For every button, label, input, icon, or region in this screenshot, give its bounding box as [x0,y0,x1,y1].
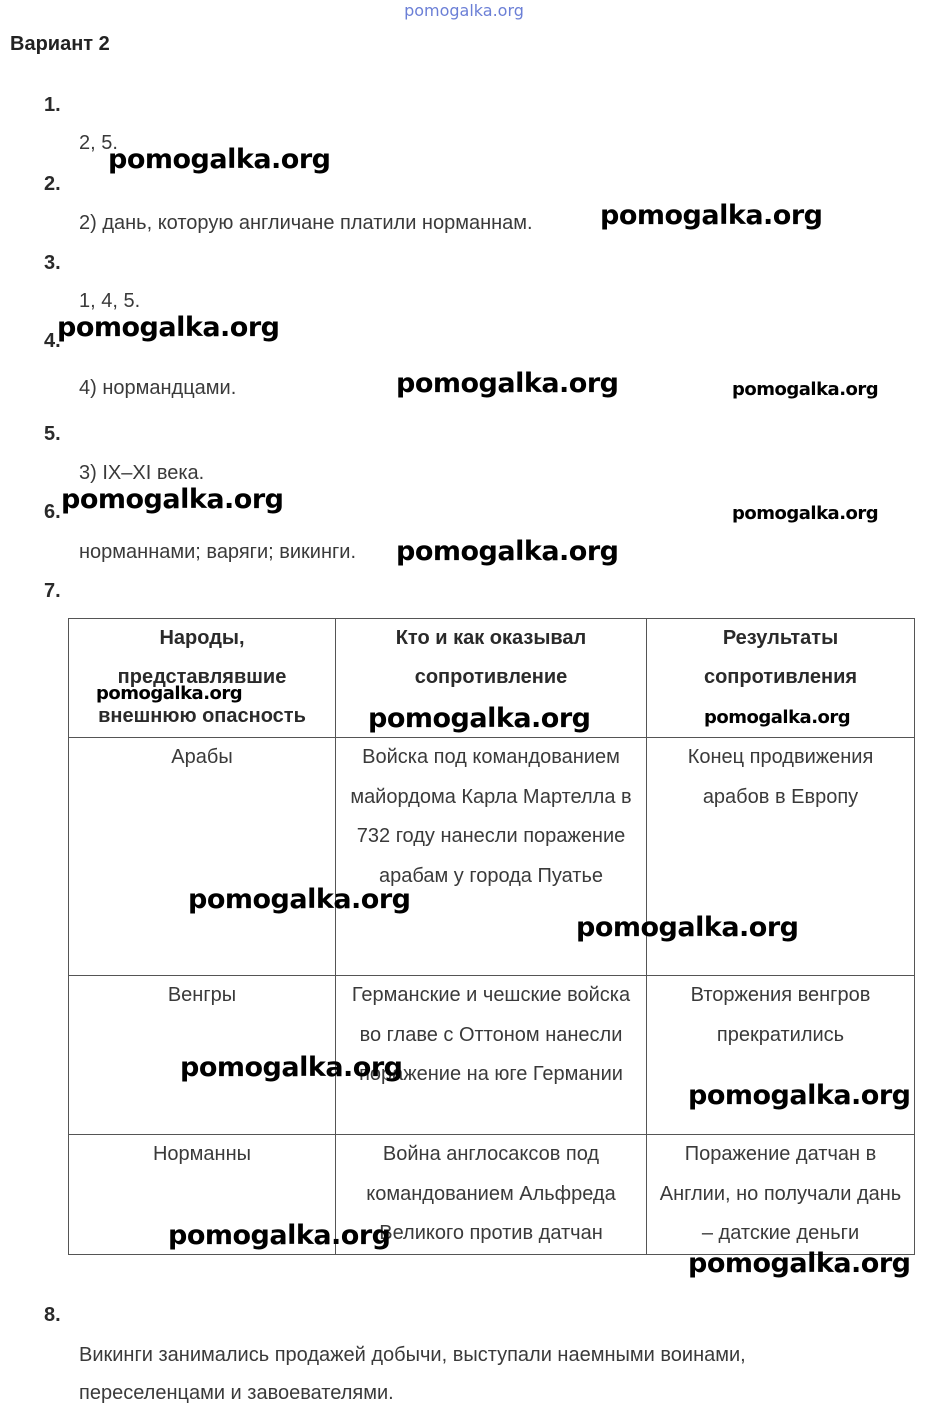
question-number-5: 5. [44,423,61,445]
answer-1: 2, 5. [79,132,118,154]
answer-8: Викинги занимались продажей добычи, выступали наемными воинами, переселенцами и завоевателями. [79,1344,746,1404]
question-number-8: 8. [44,1304,61,1326]
page-title: Вариант 2 [10,33,110,55]
question-number-6: 6. [44,501,61,523]
watermark: pomogalka.org [688,1080,911,1111]
header-resistance: Кто и как оказывал сопротивление [336,619,647,738]
cell-people: Норманны [69,1135,336,1255]
cell-result: Вторжения венгров прекратились [647,976,915,1135]
answer-2: 2) дань, которую англичане платили норманнам. [79,212,533,234]
watermark: pomogalka.org [57,312,280,343]
header-results: Результаты сопротивления [647,619,915,738]
question-number-2: 2. [44,173,61,195]
watermark: pomogalka.org [576,912,799,943]
watermark: pomogalka.org [704,707,851,728]
question-number-1: 1. [44,94,61,116]
cell-result: Поражение датчан в Англии, но получали дань – датские деньги [647,1135,915,1255]
watermark: pomogalka.org [96,683,243,704]
watermark: pomogalka.org [600,200,823,231]
watermark: pomogalka.org [396,536,619,567]
cell-resistance: Войска под командованием майордома Карла Мартелла в 732 году нанесли поражение арабам у города Пуатье [336,738,647,976]
watermark: pomogalka.org [168,1220,391,1251]
question-number-7: 7. [44,580,61,602]
watermark: pomogalka.org [732,503,879,524]
watermark: pomogalka.org [188,884,411,915]
header-peoples: Народы, представлявшие внешнюю опасность [69,619,336,738]
watermark: pomogalka.org [61,484,284,515]
answer-4: 4) нормандцами. [79,377,237,399]
answer-3: 1, 4, 5. [79,290,141,312]
answer-5: 3) IX–XI века. [79,462,205,484]
cell-result: Конец продвижения арабов в Европу [647,738,915,976]
watermark: pomogalka.org [180,1052,403,1083]
cell-resistance: Война англосаксов под командованием Альфреда Великого против датчан [336,1135,647,1255]
question-number-3: 3. [44,252,61,274]
cell-people: Арабы [69,738,336,976]
watermark: pomogalka.org [396,368,619,399]
top-watermark: pomogalka.org [404,1,524,20]
cell-people: Венгры [69,976,336,1135]
watermark: pomogalka.org [108,144,331,175]
cell-resistance: Германские и чешские войска во главе с Оттоном нанесли поражение на юге Германии [336,976,647,1135]
answer-6: норманнами; варяги; викинги. [79,541,357,563]
watermark: pomogalka.org [368,703,591,734]
watermark: pomogalka.org [732,379,879,400]
question-number-4: 4. [44,330,61,352]
watermark: pomogalka.org [688,1248,911,1279]
